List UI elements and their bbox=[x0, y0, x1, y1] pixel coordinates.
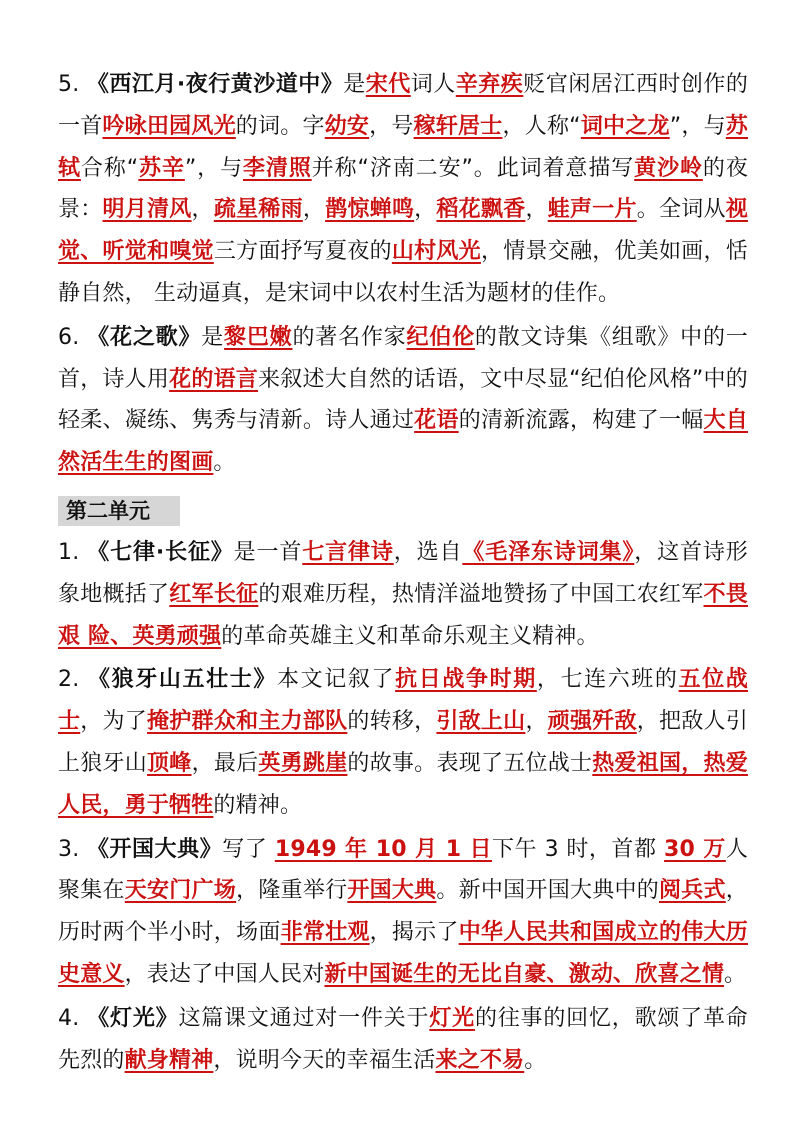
highlighted-keyword: 纪伯伦 bbox=[406, 324, 475, 350]
text-run: 本文记叙了 bbox=[276, 667, 396, 693]
text-run: 的夜景： bbox=[58, 155, 749, 223]
highlighted-keyword: 掩护群众和主力部队 bbox=[147, 709, 348, 735]
highlighted-keyword: 花语 bbox=[414, 408, 459, 434]
highlighted-keyword: 大自然活生生的图画 bbox=[58, 408, 749, 476]
text-run: ， bbox=[302, 197, 326, 223]
text-run: 的词。字 bbox=[235, 113, 325, 139]
text-run: 这篇课文通过对一件关于 bbox=[178, 1005, 430, 1031]
text-run: ”，与 bbox=[184, 155, 243, 181]
text-run: ， bbox=[191, 197, 214, 223]
highlighted-keyword: 辛弃疾 bbox=[455, 72, 524, 97]
text-run: ， bbox=[525, 709, 548, 735]
highlighted-keyword: 英勇跳崖 bbox=[258, 750, 348, 776]
text-run: ”，与 bbox=[669, 113, 726, 139]
text-title: 《灯光》 bbox=[87, 1005, 179, 1031]
text-run: 。 bbox=[524, 1047, 547, 1073]
highlighted-keyword: 山村风光 bbox=[391, 239, 481, 265]
text-run: 的精神。 bbox=[213, 792, 303, 818]
highlighted-keyword: 明月清风 bbox=[102, 197, 192, 223]
text-run: ，隆重举行 bbox=[236, 878, 348, 904]
text-run: 6. bbox=[58, 324, 88, 350]
text-run: ，选自 bbox=[393, 539, 463, 565]
text-run: 。 bbox=[213, 450, 236, 476]
highlighted-keyword: 幼安 bbox=[324, 113, 370, 139]
highlighted-keyword: 新中国诞生的无比自豪、激动、欣喜之情 bbox=[324, 961, 725, 987]
text-run: 2. bbox=[58, 667, 89, 693]
highlighted-keyword: 献身精神 bbox=[124, 1047, 214, 1073]
highlighted-keyword: 视觉、听觉和嗅觉 bbox=[58, 197, 748, 265]
highlighted-keyword: 疏星稀雨 bbox=[213, 197, 303, 223]
text-run: 写了 bbox=[222, 836, 275, 862]
paragraph-4 bbox=[58, 998, 748, 1082]
highlighted-keyword: 黎巴嫩 bbox=[224, 324, 293, 350]
highlighted-keyword: 不畏艰 险、英勇顽强 bbox=[58, 581, 748, 649]
section-header-unit2: 第二单元 bbox=[58, 496, 180, 526]
highlighted-keyword: 李清照 bbox=[243, 155, 312, 181]
highlighted-keyword: 抗日战争时期 bbox=[395, 667, 537, 693]
text-title: 《七律·长征》 bbox=[87, 539, 234, 565]
highlighted-keyword: 五位战士 bbox=[58, 667, 749, 735]
text-run: ， bbox=[414, 197, 437, 223]
highlighted-keyword: 黄沙岭 bbox=[634, 155, 703, 181]
text-run: ，这首诗形象地概括了 bbox=[58, 539, 748, 607]
highlighted-keyword: 开国大典 bbox=[347, 878, 437, 904]
text-run: 的著名作家 bbox=[292, 324, 407, 350]
text-title: 《狼牙山五壮士》 bbox=[88, 667, 277, 693]
text-run: ，揭示了 bbox=[369, 920, 459, 946]
text-title: 《开国大典》 bbox=[86, 836, 223, 862]
highlighted-keyword: 灯光 bbox=[429, 1005, 475, 1031]
text-run: 词人 bbox=[410, 72, 456, 97]
text-run: ， bbox=[525, 197, 548, 223]
text-run: 并称“济南二安”。此词着意描写 bbox=[311, 155, 635, 181]
text-run: 的革命英雄主义和革命乐观主义精神。 bbox=[221, 623, 599, 649]
text-run: 。新中国开国大典中的 bbox=[436, 878, 659, 904]
text-title: 《西江月·夜行黄沙道中》 bbox=[86, 72, 344, 97]
text-run: 的往事的回忆，歌颂了革命先烈的 bbox=[58, 1005, 749, 1073]
highlighted-keyword: 热爱祖国，热爱人民，勇于牺牲 bbox=[58, 750, 749, 818]
text-run: 1. bbox=[58, 539, 88, 565]
highlighted-keyword: 红军长征 bbox=[169, 581, 259, 607]
paragraph-6 bbox=[58, 317, 748, 484]
text-run: ，说明今天的幸福生活 bbox=[213, 1047, 436, 1073]
paragraph-2 bbox=[58, 659, 748, 826]
text-run: 三方面抒写夏夜的 bbox=[213, 239, 392, 265]
text-run: 的故事。表现了五位战士 bbox=[347, 750, 593, 776]
highlighted-keyword: 苏辛 bbox=[138, 155, 185, 181]
highlighted-keyword: 宋代 bbox=[365, 72, 411, 97]
paragraph-3 bbox=[58, 829, 748, 996]
text-run: ，号 bbox=[369, 113, 414, 139]
text-run: 来叙述大自然的话语，文中尽显“纪伯伦风格”中的轻柔、凝练、隽秀与清新。诗人通过 bbox=[58, 366, 748, 434]
text-run: ，表达了中国人民对 bbox=[124, 961, 325, 987]
highlighted-keyword: 稼轩居士 bbox=[413, 113, 503, 139]
text-run: ，人称“ bbox=[502, 113, 581, 139]
highlighted-keyword: 词中之龙 bbox=[580, 113, 670, 139]
text-run: ，把敌人引上狼牙山 bbox=[58, 709, 748, 776]
text-run: 是一首 bbox=[233, 539, 303, 565]
text-run: 的散文诗集《组歌》中的一首，诗人用 bbox=[58, 324, 748, 392]
highlighted-keyword: 鹊惊蝉鸣 bbox=[325, 197, 415, 223]
highlighted-keyword: 吟咏田园风光 bbox=[102, 113, 236, 139]
unit2-paragraphs bbox=[58, 532, 748, 1081]
text-run: 的艰难历程，热情洋溢地赞扬了中国工农红军 bbox=[258, 581, 704, 607]
text-run: ，情景交融，优美如画，恬静自然， 生动逼真，是宋词中以农村生活为题材的佳作。 bbox=[58, 239, 748, 306]
text-run: 的转移， bbox=[347, 709, 437, 735]
text-run: 4. bbox=[58, 1005, 88, 1031]
text-run: 合称“ bbox=[80, 155, 139, 181]
highlighted-keyword: 顶峰 bbox=[147, 750, 192, 776]
text-run: 是 bbox=[343, 72, 366, 97]
highlighted-keyword: 《毛泽东诗词集》 bbox=[462, 539, 635, 565]
document-page bbox=[58, 64, 748, 1081]
highlighted-keyword: 稻花飘香 bbox=[436, 197, 526, 223]
highlighted-keyword: 非常壮观 bbox=[280, 920, 370, 946]
text-run: 。 bbox=[724, 961, 747, 987]
text-run: 人聚集在 bbox=[58, 836, 749, 904]
highlighted-keyword: 30 万 bbox=[664, 836, 726, 862]
text-run: ，历时两个半小时，场面 bbox=[58, 878, 748, 946]
text-title: 《花之歌》 bbox=[87, 324, 202, 350]
text-run: 下午 3 时，首都 bbox=[492, 836, 665, 862]
highlighted-keyword: 来之不易 bbox=[435, 1047, 525, 1073]
text-run: ，为了 bbox=[80, 709, 148, 735]
text-run: ，七连六班的 bbox=[536, 667, 679, 693]
text-run: 3. bbox=[58, 836, 87, 862]
text-run: 的清新流露，构建了一幅 bbox=[458, 408, 704, 434]
highlighted-keyword: 中华人民共和国成立的伟大历史意义 bbox=[58, 920, 748, 987]
text-run: 是 bbox=[201, 324, 225, 350]
unit1-paragraphs bbox=[58, 64, 748, 484]
text-run: 贬官闲居江西时创作的一首 bbox=[58, 72, 749, 139]
highlighted-keyword: 阅兵式 bbox=[658, 878, 726, 904]
text-run: 。全词从 bbox=[636, 197, 726, 223]
paragraph-1 bbox=[58, 532, 748, 657]
highlighted-keyword: 天安门广场 bbox=[124, 878, 237, 904]
highlighted-keyword: 1949 年 10 月 1 日 bbox=[274, 836, 492, 862]
highlighted-keyword: 苏轼 bbox=[58, 113, 748, 181]
highlighted-keyword: 蛙声一片 bbox=[547, 197, 637, 223]
highlighted-keyword: 引敌上山 bbox=[436, 709, 526, 735]
text-run: ，最后 bbox=[191, 750, 259, 776]
highlighted-keyword: 顽强歼敌 bbox=[547, 709, 637, 735]
paragraph-5 bbox=[58, 64, 748, 315]
text-run: 5. bbox=[58, 72, 87, 97]
highlighted-keyword: 花的语言 bbox=[169, 366, 259, 392]
highlighted-keyword: 七言律诗 bbox=[302, 539, 394, 565]
